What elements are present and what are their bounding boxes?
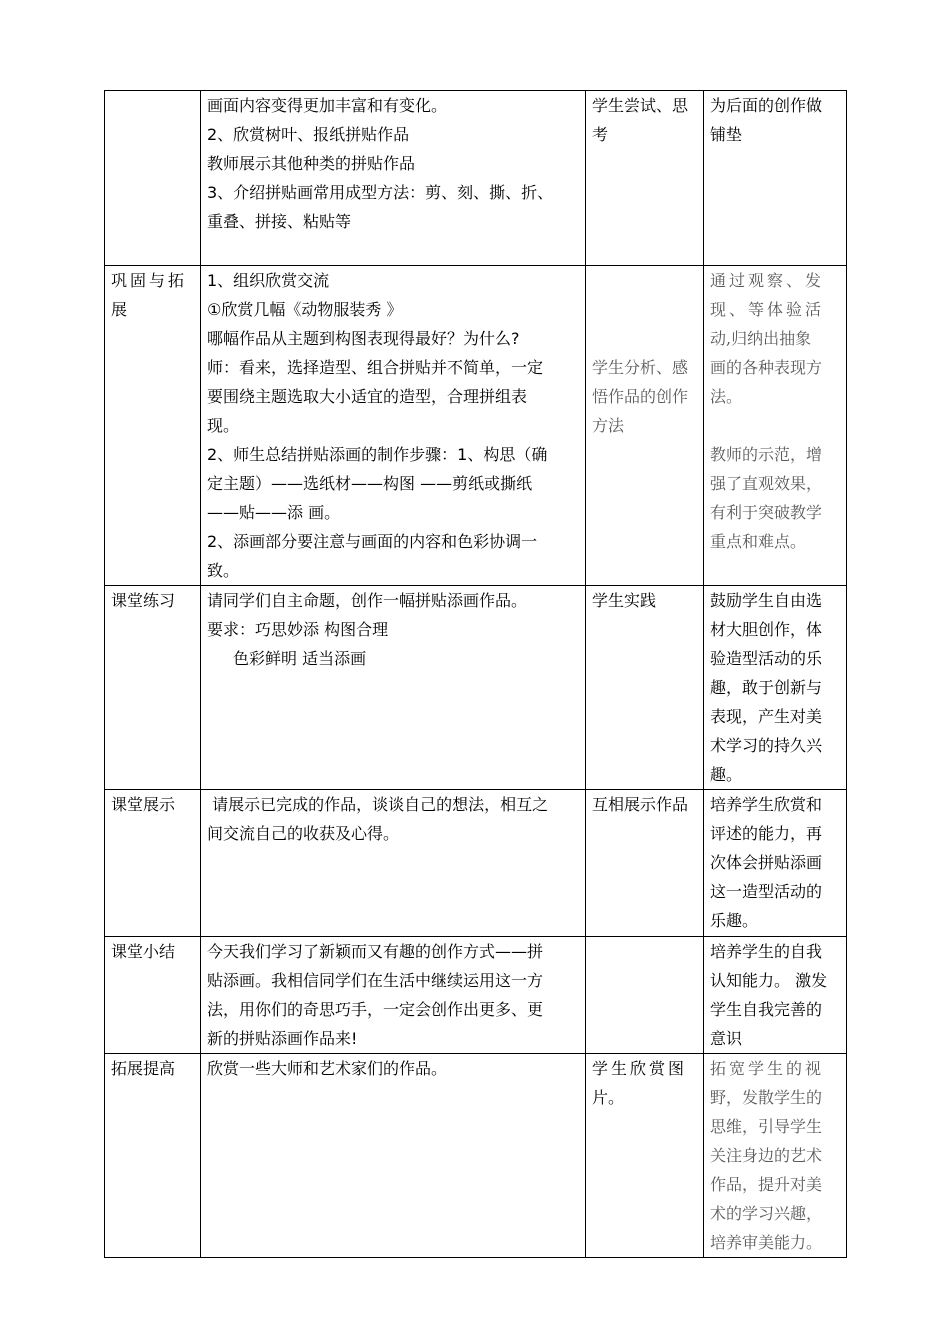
content-cell: 画面内容变得更加丰富和有变化。 2、欣赏树叶、报纸拼贴作品 教师展示其他种类的拼贴作品 3、介绍拼贴画常用成型方法：剪、刻、撕、折、 重叠、拼接、粘贴等 [201,91,586,266]
content-cell: 请同学们自主命题，创作一幅拼贴添画作品。 要求：巧思妙添 构图合理 色彩鲜明 适当添画 [201,586,586,790]
table-row [105,586,847,790]
table-row [105,266,847,586]
stage-cell: 巩固与拓 展 [105,266,201,586]
purpose-cell: 培养学生的自我 认知能力。 激发 学生自我完善的 意识 [704,937,847,1054]
purpose-cell: 鼓励学生自由选 材大胆创作，体 验造型活动的乐 趣，敢于创新与 表现，产生对美 术学习的持久兴 趣。 [704,586,847,790]
content-cell: 请展示已完成的作品，谈谈自己的想法，相互之 间交流自己的收获及心得。 [201,790,586,937]
purpose-cell: 为后面的创作做 铺垫 [704,91,847,266]
table-row [105,790,847,937]
content-cell: 今天我们学习了新颖而又有趣的创作方式——拼 贴添画。我相信同学们在生活中继续运用这一方 法，用你们的奇思巧手，一定会创作出更多、更 新的拼贴添画作品来! [201,937,586,1054]
lesson-plan-table [104,90,847,1258]
stage-cell: 拓展提高 [105,1054,201,1258]
student-activity-cell [586,937,704,1054]
purpose-cell: 通过观察、发 现、等体验活 动,归纳出抽象 画的各种表现方 法。 教师的示范，增 强了直观效果， 有利于突破教学 重点和难点。 [704,266,847,586]
stage-cell: 课堂练习 [105,586,201,790]
table-row [105,937,847,1054]
stage-cell: 课堂展示 [105,790,201,937]
student-activity-cell: 学生欣赏图 片。 [586,1054,704,1258]
purpose-cell: 培养学生欣赏和 评述的能力，再 次体会拼贴添画 这一造型活动的 乐趣。 [704,790,847,937]
student-activity-cell: 学生实践 [586,586,704,790]
table-row [105,1054,847,1258]
content-cell: 欣赏一些大师和艺术家们的作品。 [201,1054,586,1258]
student-activity-cell: 学生尝试、思 考 [586,91,704,266]
stage-cell: 课堂小结 [105,937,201,1054]
table-row [105,91,847,266]
student-activity-cell: 互相展示作品 [586,790,704,937]
student-activity-cell: 学生分析、感 悟作品的创作 方法 [586,266,704,586]
stage-cell [105,91,201,266]
content-cell: 1、组织欣赏交流 ①欣赏几幅《动物服装秀 》 哪幅作品从主题到构图表现得最好？为什么? 师：看来，选择造型、组合拼贴并不简单，一定 要围绕主题选取大小适宜的造型，合理拼组表 现。 2、师生总结拼贴添画的制作步骤：1、构思（确 定主题）——选纸材——构图 ——剪纸或撕纸 ——贴——添 画。 2、添画部分要注意与画面的内容和色彩协调一 致。 [201,266,586,586]
purpose-cell: 拓宽学生的视 野，发散学生的 思维，引导学生 关注身边的艺术 作品，提升对美 术的学习兴趣， 培养审美能力。 [704,1054,847,1258]
